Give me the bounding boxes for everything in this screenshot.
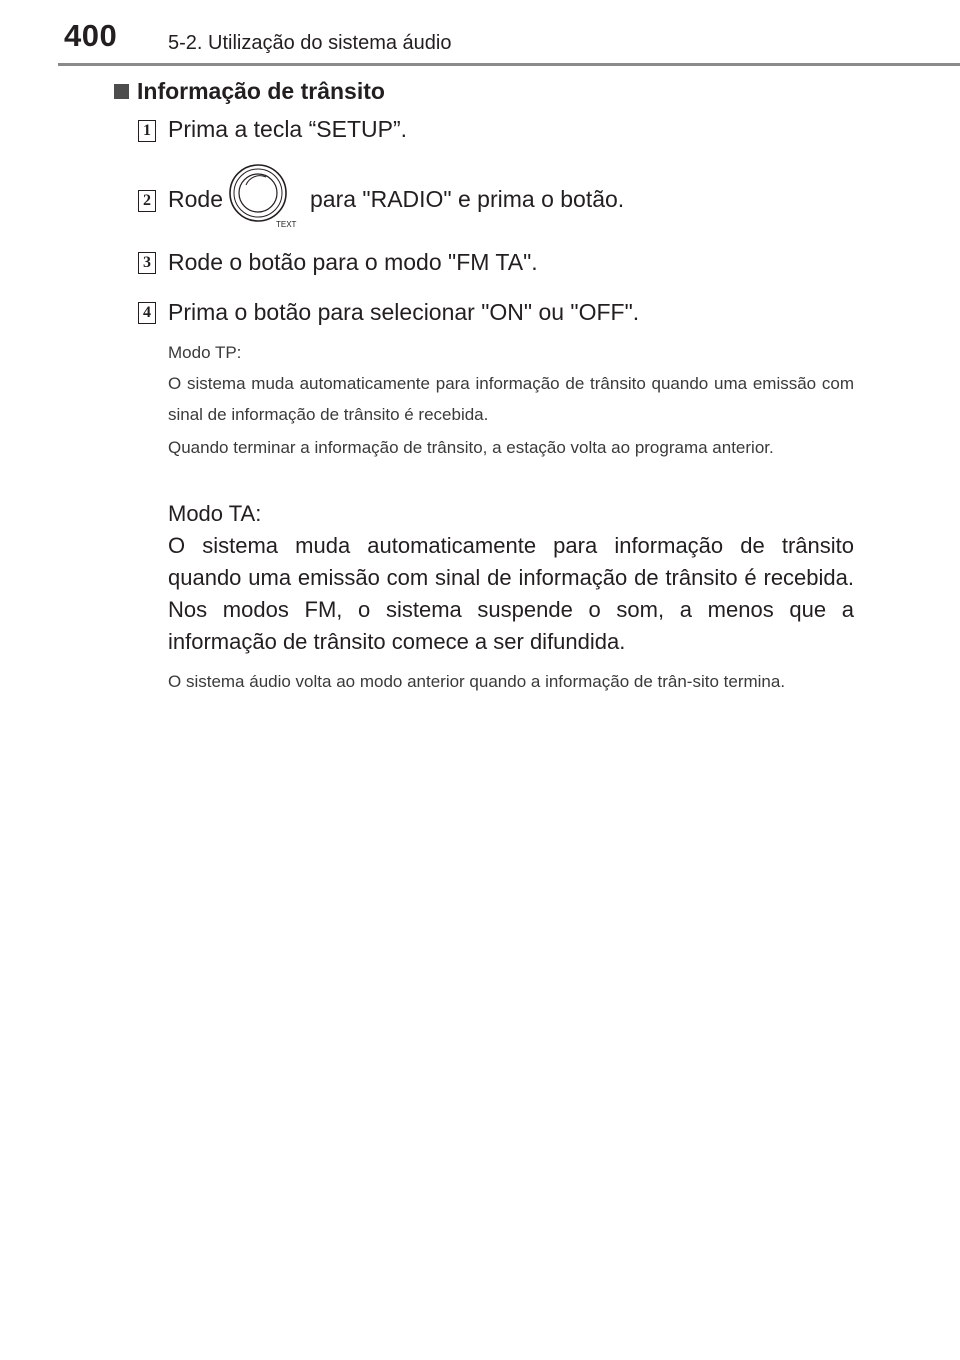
tp-mode-note — [168, 337, 854, 430]
step-3-text: Rode o botão para o modo "FM TA". — [168, 249, 538, 275]
step-1-text: Prima a tecla “SETUP”. — [168, 116, 407, 142]
tp-end-text: Quando terminar a informação de trânsito, a estação volta ao programa anterior. — [168, 438, 774, 457]
ta-mode-note — [168, 498, 854, 658]
chapter-title: 5-2. Utilização do sistema áudio — [168, 32, 452, 54]
step-2-text-before: Rode — [168, 186, 223, 212]
square-bullet-icon — [114, 84, 129, 99]
step-2-text-after: para "RADIO" e prima o botão. — [310, 186, 625, 212]
section-heading — [114, 78, 385, 105]
step-1-badge: 1 — [138, 120, 156, 142]
step-3-badge: 3 — [138, 252, 156, 274]
tune-knob-icon — [228, 163, 300, 235]
step-4-badge: 4 — [138, 302, 156, 324]
section-title: Informação de trânsito — [137, 78, 385, 104]
audio-return-note — [168, 666, 854, 697]
tp-mode-body: O sistema muda automaticamente para informação de trânsito quando uma emissão com sinal de informação de trânsito é recebida. — [168, 374, 854, 424]
knob-label: TEXT — [276, 220, 297, 229]
ta-mode-body: O sistema muda automaticamente para informação de trânsito quando uma emissão com sinal de informação de trânsito é recebida. Nos modos FM, o sistema suspende o som, a menos que a informação de trânsito comece a ser difundida. — [168, 533, 854, 654]
tp-mode-title: Modo TP: — [168, 343, 242, 362]
audio-return-text: O sistema áudio volta ao modo anterior quando a informação de trân-sito termina. — [168, 672, 786, 691]
page-number: 400 — [64, 18, 118, 53]
step-2-badge: 2 — [138, 190, 156, 212]
header-divider — [58, 63, 960, 66]
tp-end-note — [168, 432, 854, 463]
ta-mode-title: Modo TA: — [168, 501, 262, 526]
step-4-text: Prima o botão para selecionar "ON" ou "OFF". — [168, 299, 640, 325]
